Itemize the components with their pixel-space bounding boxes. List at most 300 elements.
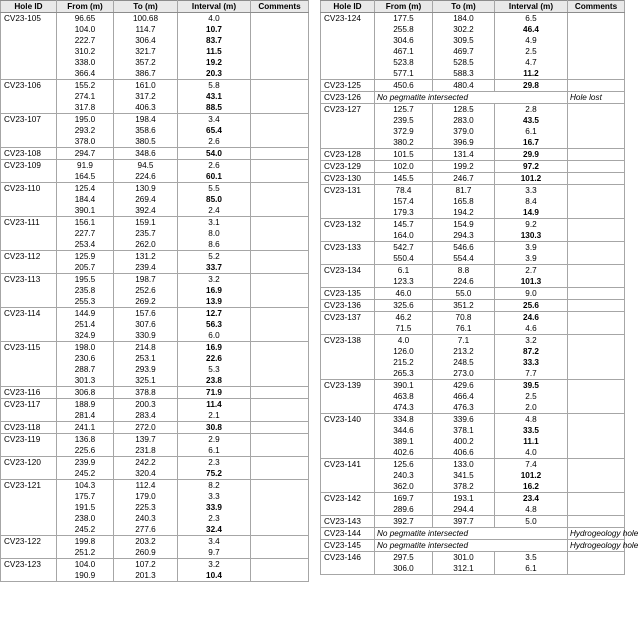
interval-cell: 11.5	[178, 46, 251, 57]
to-cell: 309.5	[433, 35, 495, 46]
table-row	[321, 115, 625, 126]
to-cell: 193.1	[433, 493, 495, 505]
to-cell: 200.3	[114, 399, 178, 411]
table-row	[1, 364, 309, 375]
interval-cell: 7.4	[495, 459, 568, 471]
table-row	[321, 540, 625, 552]
comment-cell	[568, 24, 625, 35]
from-cell: 169.7	[375, 493, 433, 505]
comment-cell	[568, 368, 625, 380]
hole-id-cell	[321, 137, 375, 149]
to-cell: 301.0	[433, 552, 495, 564]
table-row	[321, 402, 625, 414]
table-row	[1, 513, 309, 524]
left-header-row	[1, 1, 309, 13]
table-row	[1, 547, 309, 559]
hole-id-cell	[1, 171, 57, 183]
from-cell: 241.1	[57, 422, 114, 434]
interval-cell: 65.4	[178, 125, 251, 136]
hole-id-cell: CV23-127	[321, 104, 375, 116]
to-cell: 400.2	[433, 436, 495, 447]
to-cell: 269.2	[114, 296, 178, 308]
comment-cell	[251, 57, 309, 68]
comment-cell	[251, 194, 309, 205]
hole-id-cell: CV23-136	[321, 300, 375, 312]
from-cell: 390.1	[375, 380, 433, 392]
interval-cell: 8.2	[178, 480, 251, 492]
interval-cell: 29.8	[495, 80, 568, 92]
to-cell: 128.5	[433, 104, 495, 116]
hole-id-cell	[321, 253, 375, 265]
to-cell: 198.7	[114, 274, 178, 286]
to-cell: 8.8	[433, 265, 495, 277]
comment-cell	[568, 207, 625, 219]
to-cell: 380.5	[114, 136, 178, 148]
table-row	[321, 185, 625, 197]
hole-id-cell: CV23-106	[1, 80, 57, 92]
hole-id-cell	[1, 330, 57, 342]
interval-cell: 33.9	[178, 502, 251, 513]
from-cell: 310.2	[57, 46, 114, 57]
table-row	[321, 92, 625, 104]
from-cell: 145.7	[375, 219, 433, 231]
hole-id-cell	[1, 502, 57, 513]
from-cell: 104.3	[57, 480, 114, 492]
to-cell: 133.0	[433, 459, 495, 471]
comment-cell	[568, 35, 625, 46]
to-cell: 312.1	[433, 563, 495, 575]
from-cell: 306.8	[57, 387, 114, 399]
hole-id-cell: CV23-122	[1, 536, 57, 548]
from-cell: 6.1	[375, 265, 433, 277]
comment-cell	[568, 459, 625, 471]
comment-cell	[568, 13, 625, 25]
to-cell: 466.4	[433, 391, 495, 402]
hole-id-cell	[1, 91, 57, 102]
to-cell: 131.4	[433, 149, 495, 161]
from-cell: 297.5	[375, 552, 433, 564]
interval-cell: 3.3	[178, 491, 251, 502]
table-row	[321, 335, 625, 347]
comment-cell	[568, 242, 625, 254]
to-cell: 224.6	[433, 276, 495, 288]
left-results-table	[0, 0, 309, 582]
interval-cell: 11.4	[178, 399, 251, 411]
interval-cell: 130.3	[495, 230, 568, 242]
from-cell: 366.4	[57, 68, 114, 80]
from-cell: 222.7	[57, 35, 114, 46]
comment-cell	[251, 114, 309, 126]
hole-id-header: Hole ID	[1, 1, 57, 13]
from-cell: 230.6	[57, 353, 114, 364]
to-cell: 406.3	[114, 102, 178, 114]
table-row	[1, 457, 309, 469]
comment-cell	[568, 470, 625, 481]
to-header: To (m)	[433, 1, 495, 13]
from-cell: 255.3	[57, 296, 114, 308]
to-cell: 378.2	[433, 481, 495, 493]
comment-cell	[251, 468, 309, 480]
table-row	[321, 173, 625, 185]
hole-id-cell	[321, 24, 375, 35]
from-cell: 288.7	[57, 364, 114, 375]
to-cell: 248.5	[433, 357, 495, 368]
comment-cell	[568, 391, 625, 402]
comment-cell	[251, 434, 309, 446]
hole-id-cell: CV23-124	[321, 13, 375, 25]
table-row	[321, 219, 625, 231]
interval-cell: 16.9	[178, 285, 251, 296]
comment-cell	[251, 330, 309, 342]
hole-id-cell	[1, 468, 57, 480]
to-cell: 283.0	[433, 115, 495, 126]
from-cell: 245.2	[57, 524, 114, 536]
hole-id-cell: CV23-138	[321, 335, 375, 347]
comment-cell	[568, 80, 625, 92]
from-cell: 251.4	[57, 319, 114, 330]
comment-cell	[251, 536, 309, 548]
table-row	[1, 217, 309, 229]
interval-cell: 12.7	[178, 308, 251, 320]
hole-id-cell: CV23-146	[321, 552, 375, 564]
interval-cell: 32.4	[178, 524, 251, 536]
hole-id-cell	[321, 230, 375, 242]
to-cell: 203.2	[114, 536, 178, 548]
comment-cell	[251, 296, 309, 308]
from-cell: 255.8	[375, 24, 433, 35]
hole-id-cell: CV23-139	[321, 380, 375, 392]
to-cell: 214.8	[114, 342, 178, 354]
hole-id-cell	[1, 24, 57, 35]
table-row	[321, 504, 625, 516]
interval-cell: 19.2	[178, 57, 251, 68]
interval-cell: 101.3	[495, 276, 568, 288]
from-cell: 467.1	[375, 46, 433, 57]
comment-cell	[568, 253, 625, 265]
hole-id-cell: CV23-141	[321, 459, 375, 471]
table-row	[321, 161, 625, 173]
from-cell: 184.4	[57, 194, 114, 205]
table-row	[321, 357, 625, 368]
table-row	[321, 149, 625, 161]
comment-cell	[251, 375, 309, 387]
hole-id-cell: CV23-112	[1, 251, 57, 263]
interval-cell: 97.2	[495, 161, 568, 173]
interval-cell: 4.8	[495, 504, 568, 516]
to-cell: 231.8	[114, 445, 178, 457]
comment-cell	[568, 323, 625, 335]
hole-id-cell	[321, 57, 375, 68]
from-cell: 301.3	[57, 375, 114, 387]
from-cell: 392.7	[375, 516, 433, 528]
interval-cell: 13.9	[178, 296, 251, 308]
interval-cell: 2.6	[178, 160, 251, 172]
comment-cell	[568, 312, 625, 324]
comment-cell	[251, 125, 309, 136]
hole-id-cell	[321, 391, 375, 402]
table-row	[1, 80, 309, 92]
from-cell: 46.2	[375, 312, 433, 324]
table-row	[321, 323, 625, 335]
interval-cell: 22.6	[178, 353, 251, 364]
from-cell: 372.9	[375, 126, 433, 137]
from-cell: 463.8	[375, 391, 433, 402]
hole-id-cell	[1, 524, 57, 536]
from-cell: 190.9	[57, 570, 114, 582]
table-row	[1, 148, 309, 160]
to-cell: 293.9	[114, 364, 178, 375]
interval-cell: 6.0	[178, 330, 251, 342]
right-header-row	[321, 1, 625, 13]
from-cell: 136.8	[57, 434, 114, 446]
hole-id-cell: CV23-120	[1, 457, 57, 469]
to-cell: 379.0	[433, 126, 495, 137]
table-row	[1, 251, 309, 263]
hole-id-cell	[1, 296, 57, 308]
table-row	[1, 228, 309, 239]
from-cell: 177.5	[375, 13, 433, 25]
hole-id-cell	[1, 353, 57, 364]
hole-id-cell	[1, 136, 57, 148]
comment-cell: Hole lost	[568, 92, 625, 104]
from-cell: 362.0	[375, 481, 433, 493]
from-cell: 225.6	[57, 445, 114, 457]
no-intersection-note: No pegmatite intersected	[375, 528, 568, 540]
hole-id-cell	[321, 126, 375, 137]
to-cell: 107.2	[114, 559, 178, 571]
table-row	[321, 288, 625, 300]
table-row	[1, 24, 309, 35]
to-cell: 252.6	[114, 285, 178, 296]
hole-id-cell	[1, 239, 57, 251]
from-cell: 238.0	[57, 513, 114, 524]
interval-cell: 9.7	[178, 547, 251, 559]
table-row	[1, 114, 309, 126]
table-row	[1, 559, 309, 571]
comment-cell	[251, 445, 309, 457]
interval-cell: 6.1	[178, 445, 251, 457]
hole-id-cell: CV23-132	[321, 219, 375, 231]
hole-id-cell	[1, 491, 57, 502]
table-row	[321, 368, 625, 380]
from-cell: 239.9	[57, 457, 114, 469]
to-cell: 588.3	[433, 68, 495, 80]
comment-cell	[251, 91, 309, 102]
table-row	[1, 434, 309, 446]
comment-cell	[568, 149, 625, 161]
from-cell: 164.5	[57, 171, 114, 183]
from-cell: 281.4	[57, 410, 114, 422]
interval-cell: 16.7	[495, 137, 568, 149]
table-row	[321, 481, 625, 493]
table-row	[1, 262, 309, 274]
hole-id-cell: CV23-140	[321, 414, 375, 426]
comment-cell	[568, 185, 625, 197]
hole-id-cell	[1, 319, 57, 330]
comment-cell	[251, 228, 309, 239]
to-cell: 325.1	[114, 375, 178, 387]
interval-cell: 33.3	[495, 357, 568, 368]
table-row	[1, 536, 309, 548]
to-cell: 81.7	[433, 185, 495, 197]
interval-cell: 3.9	[495, 253, 568, 265]
table-row	[321, 459, 625, 471]
comment-cell	[568, 57, 625, 68]
to-cell: 528.5	[433, 57, 495, 68]
table-row	[1, 410, 309, 422]
comment-cell	[251, 80, 309, 92]
interval-cell: 3.5	[495, 552, 568, 564]
hole-id-cell	[1, 205, 57, 217]
table-row	[1, 102, 309, 114]
interval-cell: 3.2	[178, 559, 251, 571]
to-cell: 224.6	[114, 171, 178, 183]
comment-cell	[251, 239, 309, 251]
comment-cell	[251, 491, 309, 502]
from-cell: 523.8	[375, 57, 433, 68]
interval-cell: 10.7	[178, 24, 251, 35]
to-cell: 546.6	[433, 242, 495, 254]
comment-cell	[251, 136, 309, 148]
table-row	[321, 80, 625, 92]
table-row	[1, 308, 309, 320]
comment-cell	[568, 219, 625, 231]
from-cell: 274.1	[57, 91, 114, 102]
from-cell: 179.3	[375, 207, 433, 219]
table-row	[321, 425, 625, 436]
interval-cell: 30.8	[178, 422, 251, 434]
table-row	[1, 194, 309, 205]
to-cell: 321.7	[114, 46, 178, 57]
to-cell: 260.9	[114, 547, 178, 559]
hole-id-cell	[321, 357, 375, 368]
comment-cell	[251, 262, 309, 274]
to-cell: 269.4	[114, 194, 178, 205]
table-row	[321, 391, 625, 402]
table-row	[1, 422, 309, 434]
comment-cell	[568, 68, 625, 80]
hole-id-cell	[1, 445, 57, 457]
from-cell: 389.1	[375, 436, 433, 447]
comments-header: Comments	[251, 1, 309, 13]
from-cell: 164.0	[375, 230, 433, 242]
comment-cell	[568, 137, 625, 149]
interval-cell: 3.2	[178, 274, 251, 286]
comment-cell	[251, 171, 309, 183]
to-cell: 302.2	[433, 24, 495, 35]
interval-cell: 87.2	[495, 346, 568, 357]
interval-cell: 3.3	[495, 185, 568, 197]
to-cell: 341.5	[433, 470, 495, 481]
to-cell: 157.6	[114, 308, 178, 320]
comment-cell	[251, 68, 309, 80]
table-row	[1, 399, 309, 411]
to-cell: 330.9	[114, 330, 178, 342]
to-cell: 317.2	[114, 91, 178, 102]
interval-cell: 43.5	[495, 115, 568, 126]
to-cell: 194.2	[433, 207, 495, 219]
interval-cell: 83.7	[178, 35, 251, 46]
table-row	[1, 274, 309, 286]
from-cell: 378.0	[57, 136, 114, 148]
to-cell: 406.6	[433, 447, 495, 459]
hole-id-cell: CV23-130	[321, 173, 375, 185]
comment-cell	[251, 387, 309, 399]
from-cell: 144.9	[57, 308, 114, 320]
hole-id-cell	[1, 285, 57, 296]
interval-cell: 6.5	[495, 13, 568, 25]
to-cell: 225.3	[114, 502, 178, 513]
interval-cell: 6.1	[495, 563, 568, 575]
interval-cell: 71.9	[178, 387, 251, 399]
table-row	[321, 312, 625, 324]
to-cell: 348.6	[114, 148, 178, 160]
table-row	[321, 196, 625, 207]
table-row	[321, 276, 625, 288]
comment-cell	[251, 24, 309, 35]
comment-cell	[251, 559, 309, 571]
to-cell: 94.5	[114, 160, 178, 172]
interval-cell: 5.8	[178, 80, 251, 92]
right-table-body	[321, 13, 638, 575]
from-cell: 304.6	[375, 35, 433, 46]
hole-id-cell: CV23-119	[1, 434, 57, 446]
from-cell: 324.9	[57, 330, 114, 342]
right-results-table	[320, 0, 638, 575]
interval-cell: 5.2	[178, 251, 251, 263]
table-row	[321, 265, 625, 277]
to-cell: 294.4	[433, 504, 495, 516]
table-row	[1, 570, 309, 582]
interval-cell: 20.3	[178, 68, 251, 80]
comment-cell	[251, 205, 309, 217]
comment-cell: Hydrogeology hole	[568, 540, 625, 552]
from-cell: 450.6	[375, 80, 433, 92]
comment-cell	[568, 288, 625, 300]
hole-id-cell	[321, 368, 375, 380]
comment-cell	[568, 46, 625, 57]
to-cell: 201.3	[114, 570, 178, 582]
table-row	[1, 183, 309, 195]
from-cell: 195.5	[57, 274, 114, 286]
interval-cell: 101.2	[495, 470, 568, 481]
hole-id-cell	[321, 68, 375, 80]
interval-cell: 3.4	[178, 114, 251, 126]
comment-cell	[568, 230, 625, 242]
to-cell: 307.6	[114, 319, 178, 330]
comment-cell	[568, 265, 625, 277]
table-row	[1, 160, 309, 172]
to-cell: 386.7	[114, 68, 178, 80]
hole-id-cell: CV23-121	[1, 480, 57, 492]
hole-id-cell: CV23-137	[321, 312, 375, 324]
from-cell: 542.7	[375, 242, 433, 254]
hole-id-cell	[1, 46, 57, 57]
interval-cell: 2.8	[495, 104, 568, 116]
comment-cell	[251, 353, 309, 364]
to-cell: 70.8	[433, 312, 495, 324]
comment-cell	[251, 524, 309, 536]
hole-id-cell: CV23-115	[1, 342, 57, 354]
hole-id-cell	[1, 57, 57, 68]
hole-id-cell: CV23-107	[1, 114, 57, 126]
table-row	[1, 91, 309, 102]
hole-id-cell: CV23-128	[321, 149, 375, 161]
comment-cell	[251, 308, 309, 320]
interval-cell: 2.6	[178, 136, 251, 148]
from-cell: 344.6	[375, 425, 433, 436]
interval-cell: 2.5	[495, 391, 568, 402]
